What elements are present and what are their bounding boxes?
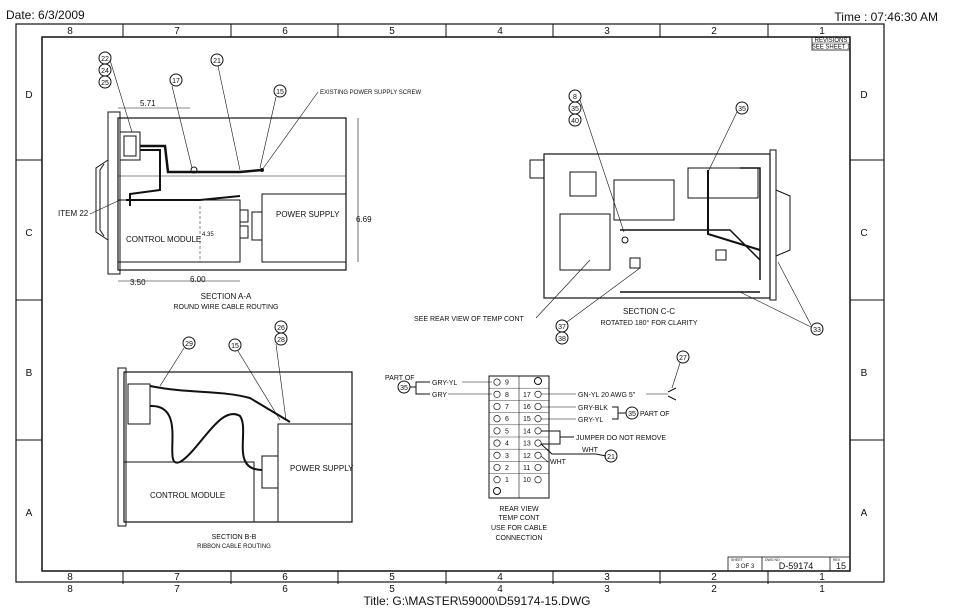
print-date: Date: 6/3/2009	[6, 8, 85, 22]
rear-caption: REAR VIEW	[499, 506, 539, 513]
rear-caption: USE FOR CABLE	[490, 525, 548, 532]
terminal-number-left: 5	[505, 428, 509, 436]
balloon: 37	[558, 324, 566, 331]
terminal-number-right: 16	[523, 404, 531, 411]
col-label: 3	[604, 26, 610, 37]
terminal-screw	[535, 403, 541, 409]
section-b-b	[118, 321, 354, 550]
col-label: 1	[819, 26, 825, 37]
revisions-note: SEE SHEET 1	[811, 44, 851, 51]
row-label: B	[25, 368, 33, 379]
terminal-number-left: 7	[505, 404, 509, 411]
row-label: A	[25, 508, 33, 519]
col-label: 3	[604, 584, 610, 595]
balloon: 17	[172, 78, 180, 85]
dim-inner: 4.35	[202, 232, 214, 238]
power-supply-label-a: POWER SUPPLY	[276, 210, 340, 219]
wht-label-1: WHT	[582, 447, 598, 454]
terminal-screw	[535, 440, 541, 446]
terminal-number-right: 17	[523, 391, 531, 399]
item22-label: ITEM 22	[58, 209, 89, 218]
col-label: 2	[711, 584, 717, 595]
sheet-value: 3 OF 3	[735, 564, 755, 570]
balloon: 26	[277, 325, 285, 332]
terminal-number-left: 6	[505, 416, 509, 424]
col-label: 6	[282, 26, 288, 37]
terminal-screw	[535, 416, 541, 422]
balloon: 25	[101, 80, 109, 87]
section-a-a	[58, 52, 421, 311]
row-label: C	[25, 228, 33, 239]
terminal-number-right: 12	[523, 452, 531, 460]
row-label: C	[860, 228, 868, 239]
col-label: 4	[497, 26, 503, 37]
col-label: 5	[389, 26, 395, 37]
terminal-number-left: 8	[505, 391, 509, 399]
jumper-note: JUMPER DO NOT REMOVE	[576, 435, 667, 442]
balloon: 38	[558, 336, 566, 343]
dim-bottom-left: 3.50	[130, 278, 146, 287]
terminal-screw	[494, 416, 500, 422]
balloon: 35	[738, 106, 746, 113]
dwg-label: DWG NO	[765, 558, 780, 562]
terminal-screw	[494, 464, 500, 470]
wire-gn-yl: GN-YL 20 AWG 5"	[578, 392, 636, 399]
col-label: 6	[282, 584, 288, 595]
terminal-screw	[535, 428, 541, 434]
terminal-screw	[494, 440, 500, 446]
housing-c	[544, 154, 770, 298]
control-module-box-a	[118, 200, 240, 262]
rear-caption: CONNECTION	[495, 535, 543, 542]
terminal-number-right: 15	[523, 416, 531, 424]
sheet-label: SHEET	[731, 558, 743, 562]
part-of-left: PART OF	[385, 375, 415, 382]
rear-view-terminal-block	[385, 351, 689, 542]
terminal-number-left: 2	[505, 465, 509, 472]
balloon: 15	[276, 89, 284, 96]
part-of-right: PART OF	[640, 411, 670, 418]
terminal-screw	[535, 477, 541, 483]
col-label: 1	[819, 572, 825, 583]
col-label: 7	[174, 26, 180, 37]
terminal-screw	[494, 452, 500, 458]
dim-bottom: 6.00	[190, 275, 206, 284]
terminal-screw	[535, 452, 541, 458]
rev-value: 15	[835, 561, 847, 571]
section-bb-subtitle: RIBBON CABLE ROUTING	[197, 544, 271, 550]
section-cc-subtitle: ROTATED 180° FOR CLARITY	[600, 320, 698, 327]
col-label: 8	[67, 572, 73, 583]
balloon: 8	[573, 94, 577, 101]
terminal-screw	[535, 464, 541, 470]
balloon: 27	[679, 355, 687, 362]
dim-top: 5.71	[140, 99, 156, 108]
terminal-screw	[535, 391, 541, 397]
col-label: 8	[67, 584, 73, 595]
wht-label-2: WHT	[550, 459, 566, 466]
section-c-c	[414, 90, 823, 344]
balloon: 21	[213, 58, 221, 65]
col-label: 7	[174, 572, 180, 583]
balloon: 33	[813, 327, 821, 334]
control-module-label-a: CONTROL MODULE	[126, 235, 202, 244]
rear-caption: TEMP CONT	[498, 515, 540, 522]
section-cc-title: SECTION C-C	[623, 307, 675, 316]
wire-gry-blk: GRY-BLK	[578, 405, 608, 412]
wire-gry-yl-right: GRY-YL	[578, 417, 604, 424]
balloon: 40	[571, 118, 579, 125]
col-label: 2	[711, 26, 717, 37]
balloon: 21	[607, 454, 615, 461]
terminal-number-right: 10	[523, 477, 531, 485]
control-module-label-b: CONTROL MODULE	[150, 491, 226, 500]
terminal-number-right: 11	[523, 465, 531, 472]
col-label: 3	[604, 572, 610, 583]
terminal-screw	[494, 477, 500, 483]
col-label: 8	[67, 26, 73, 37]
col-label: 5	[389, 584, 395, 595]
section-aa-subtitle: ROUND WIRE CABLE ROUTING	[173, 304, 279, 311]
row-label: B	[860, 368, 868, 379]
revisions-title: REVISIONS	[814, 38, 848, 44]
balloon: 22	[101, 56, 109, 63]
handle-a	[96, 160, 108, 240]
balloon: 35	[400, 385, 408, 392]
existing-screw-label: EXISTING POWER SUPPLY SCREW	[320, 90, 422, 96]
terminal-screw	[494, 403, 500, 409]
section-bb-title: SECTION B-B	[211, 534, 257, 541]
col-label: 6	[282, 572, 288, 583]
balloon: 35	[628, 411, 636, 418]
terminal-screw	[494, 428, 500, 434]
col-label: 5	[389, 572, 395, 583]
terminal-number-left: 4	[505, 440, 509, 448]
terminal-screw	[494, 379, 500, 385]
revisions-box	[812, 37, 851, 51]
terminal-number-left: 1	[505, 477, 509, 485]
title-block	[728, 557, 850, 571]
power-supply-label-b: POWER SUPPLY	[290, 464, 354, 473]
see-rear-label: SEE REAR VIEW OF TEMP CONT	[414, 316, 524, 323]
power-supply-box-a	[262, 194, 346, 262]
col-label: 4	[497, 572, 503, 583]
dim-right: 6.69	[356, 215, 372, 224]
section-aa-title: SECTION A-A	[200, 292, 252, 301]
row-label: A	[860, 508, 868, 519]
rev-label: REV	[833, 558, 841, 562]
terminal-number-left: 3	[505, 452, 509, 460]
wire-gry-left: GRY	[432, 392, 448, 399]
file-title: Title: G:\MASTER\59000\D59174-15.DWG	[363, 594, 591, 608]
row-label: D	[860, 90, 868, 101]
dwg-number: D-59174	[778, 561, 814, 571]
terminal-number-right: 14	[523, 428, 531, 436]
terminal-number-right: 13	[523, 440, 531, 448]
terminal-number-left: 9	[505, 379, 509, 387]
col-label: 1	[819, 584, 825, 595]
power-supply-box-b	[278, 424, 352, 522]
col-label: 4	[497, 584, 503, 595]
balloon: 35	[571, 106, 579, 113]
col-label: 2	[711, 572, 717, 583]
row-label: D	[25, 90, 33, 101]
balloon: 29	[185, 341, 193, 348]
print-time: Time : 07:46:30 AM	[834, 10, 938, 24]
terminal-screw	[494, 391, 500, 397]
col-label: 7	[174, 584, 180, 595]
balloon: 15	[231, 343, 239, 350]
wire-gry-yl-left: GRY-YL	[432, 380, 458, 387]
balloon: 28	[277, 337, 285, 344]
balloon: 24	[101, 68, 109, 75]
